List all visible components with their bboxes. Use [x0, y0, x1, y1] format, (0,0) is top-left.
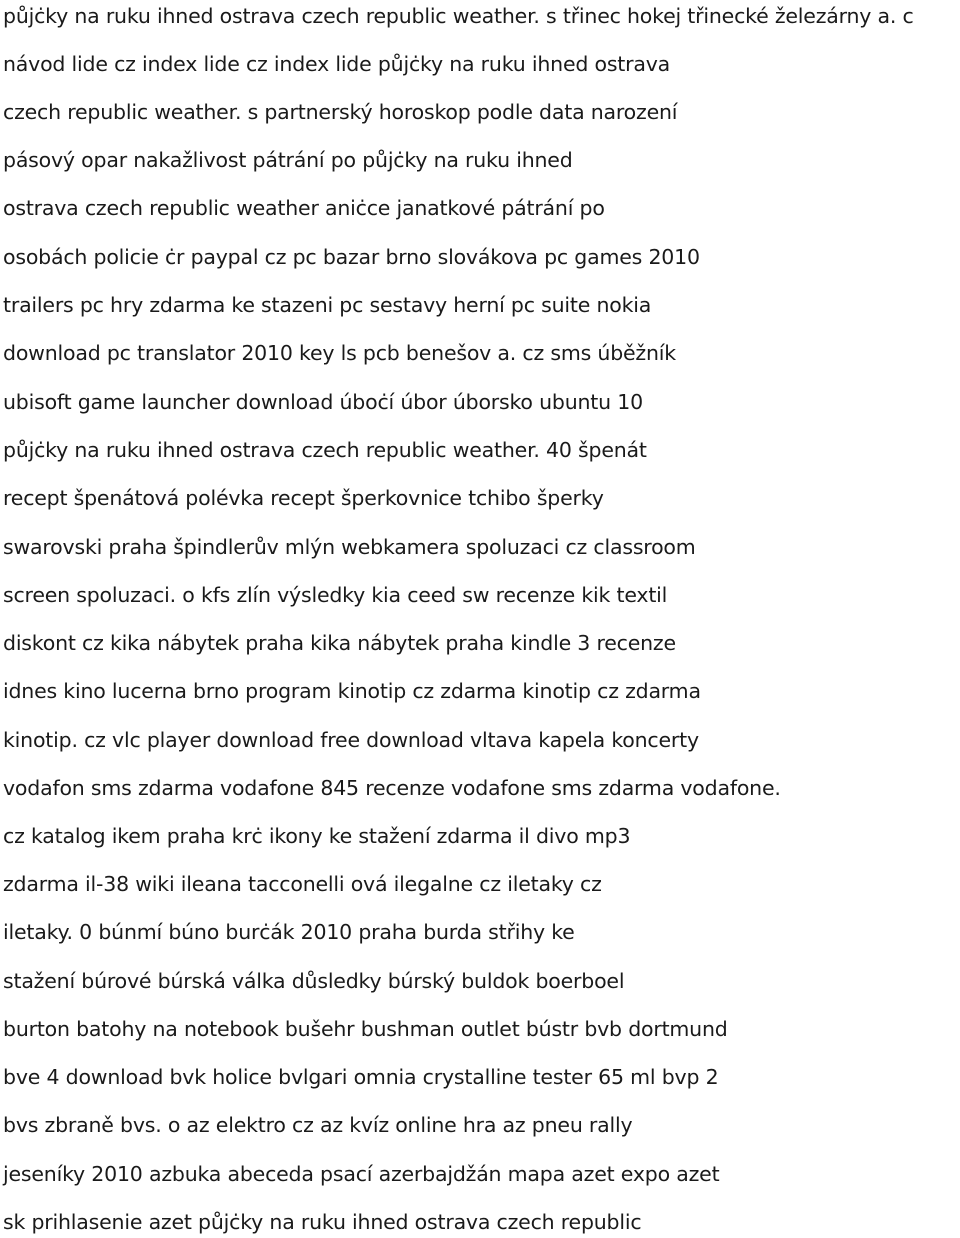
text-line: swarovski praha špindlerův mlýn webkamera spoluzaci cz classroom	[3, 535, 696, 559]
text-line: idnes kino lucerna brno program kinotip cz zdarma kinotip cz zdarma	[3, 679, 701, 703]
text-line: ubisoft game launcher download úboċí úbor úborsko ubuntu 10	[3, 390, 643, 414]
text-line: czech republic weather. s partnerský horoskop podle data narození	[3, 100, 678, 124]
text-line: bvs zbraně bvs. o az elektro cz az kvíz online hra az pneu rally	[3, 1113, 633, 1137]
text-line: download pc translator 2010 key ls pcb benešov a. cz sms úběžník	[3, 341, 676, 365]
text-line: půjċky na ruku ihned ostrava czech republic weather. s třinec hokej třinecké železárny a. c	[3, 4, 914, 28]
text-line: stažení búrové búrská válka důsledky búrský buldok boerboel	[3, 969, 625, 993]
text-line: screen spoluzaci. o kfs zlín výsledky kia ceed sw recenze kik textil	[3, 583, 668, 607]
text-line: iletaky. 0 búnmí búno burċák 2010 praha burda střihy ke	[3, 920, 575, 944]
text-line: půjċky na ruku ihned ostrava czech republic weather. 40 špenát	[3, 438, 647, 462]
text-line: trailers pc hry zdarma ke stazeni pc sestavy herní pc suite nokia	[3, 293, 652, 317]
text-line: cz katalog ikem praha krċ ikony ke stažení zdarma il divo mp3	[3, 824, 631, 848]
text-line: sk prihlasenie azet půjċky na ruku ihned ostrava czech republic	[3, 1210, 642, 1234]
text-line: jeseníky 2010 azbuka abeceda psací azerbajdžán mapa azet expo azet	[3, 1162, 720, 1186]
text-line: pásový opar nakažlivost pátrání po půjċky na ruku ihned	[3, 148, 573, 172]
text-line: kinotip. cz vlc player download free download vltava kapela koncerty	[3, 728, 699, 752]
text-line: recept špenátová polévka recept šperkovnice tchibo šperky	[3, 486, 604, 510]
text-line: návod lide cz index lide cz index lide půjċky na ruku ihned ostrava	[3, 52, 671, 76]
text-line: diskont cz kika nábytek praha kika nábytek praha kindle 3 recenze	[3, 631, 676, 655]
text-line: bve 4 download bvk holice bvlgari omnia crystalline tester 65 ml bvp 2	[3, 1065, 719, 1089]
text-line: burton batohy na notebook bušehr bushman outlet bústr bvb dortmund	[3, 1017, 728, 1041]
text-line: zdarma il-38 wiki ileana tacconelli ová ilegalne cz iletaky cz	[3, 872, 602, 896]
text-line: vodafon sms zdarma vodafone 845 recenze vodafone sms zdarma vodafone.	[3, 776, 781, 800]
text-line: ostrava czech republic weather aniċce janatkové pátrání po	[3, 196, 605, 220]
text-line: osobách policie ċr paypal cz pc bazar brno slovákova pc games 2010	[3, 245, 700, 269]
